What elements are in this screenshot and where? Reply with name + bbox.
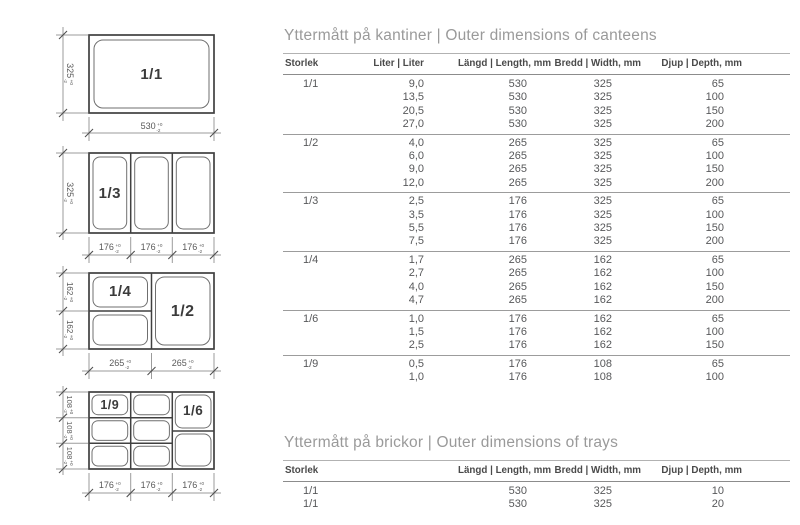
depth-cell: 150 bbox=[705, 280, 724, 293]
length-cell: 176 bbox=[508, 208, 527, 221]
size-cell: 1/2 bbox=[283, 134, 373, 150]
spacer-cell bbox=[742, 355, 790, 371]
table-row bbox=[283, 134, 790, 150]
depth-cell: 65 bbox=[641, 193, 742, 209]
size-label: 1/3 bbox=[98, 185, 121, 202]
spacer-cell bbox=[742, 326, 790, 339]
depth-cell: 100 bbox=[705, 371, 724, 384]
size-cell bbox=[283, 339, 373, 355]
size-cell: 1/3 bbox=[283, 193, 373, 209]
table-row bbox=[283, 91, 790, 104]
width-cell: 325 bbox=[593, 91, 612, 104]
size-cell: 1/1 bbox=[303, 484, 319, 497]
size-cell bbox=[283, 371, 373, 386]
size-cell bbox=[283, 267, 373, 280]
width-cell: 162 bbox=[593, 280, 612, 293]
width-dimension: 530 $^{+0}$ -2 bbox=[140, 121, 163, 133]
height-dimension: $162^{+0}-2$ bbox=[63, 281, 74, 303]
spacer-cell bbox=[742, 371, 790, 386]
depth-cell: 150 bbox=[705, 163, 724, 176]
depth-cell: 150 bbox=[705, 104, 724, 117]
spacer-cell bbox=[742, 134, 790, 150]
width-cell: 325 bbox=[593, 497, 612, 510]
table-row bbox=[283, 209, 790, 222]
length-cell: 530 bbox=[508, 497, 527, 510]
spacer-cell bbox=[742, 339, 790, 355]
depth-cell: 100 bbox=[705, 91, 724, 104]
table-row bbox=[283, 355, 790, 371]
depth-cell: 200 bbox=[705, 176, 724, 189]
table-row bbox=[283, 118, 790, 134]
depth-cell: 10 bbox=[711, 484, 724, 497]
trays-table bbox=[283, 460, 790, 512]
width-cell: 325 bbox=[593, 118, 612, 131]
size-cell bbox=[283, 118, 373, 134]
size-cell bbox=[283, 91, 373, 104]
depth-cell: 20 bbox=[711, 497, 724, 510]
pan-outline bbox=[134, 446, 170, 466]
length-cell: 176 bbox=[458, 310, 542, 326]
height-dimension: $162^{+0}-2$ bbox=[63, 319, 74, 341]
size-cell bbox=[283, 294, 373, 310]
liter-cell: 27,0 bbox=[402, 118, 424, 131]
canteens-tbody bbox=[283, 75, 790, 387]
length-cell: 265 bbox=[508, 163, 527, 176]
liter-cell: 3,5 bbox=[408, 208, 424, 221]
depth-cell: 100 bbox=[705, 208, 724, 221]
length-cell: 176 bbox=[508, 371, 527, 384]
depth-cell: 150 bbox=[705, 222, 724, 235]
width-cell: 325 bbox=[593, 208, 612, 221]
liter-cell: 7,5 bbox=[408, 235, 424, 248]
length-cell: 265 bbox=[508, 150, 527, 163]
table-row bbox=[283, 310, 790, 326]
pan-outline bbox=[93, 315, 148, 345]
spacer-cell bbox=[742, 267, 790, 280]
length-cell: 176 bbox=[458, 355, 542, 371]
spacer-cell bbox=[742, 222, 790, 235]
width-cell: 162 bbox=[542, 251, 641, 267]
spacer-cell bbox=[742, 310, 790, 326]
width-dimension: 265 $^{+0}$ -2 bbox=[109, 358, 132, 370]
length-cell: 176 bbox=[508, 235, 527, 248]
width-cell: 325 bbox=[542, 134, 641, 150]
liter-cell: 1,5 bbox=[408, 325, 424, 338]
length-cell: 530 bbox=[508, 104, 527, 117]
depth-cell: 100 bbox=[705, 267, 724, 280]
spacer-cell bbox=[742, 481, 790, 498]
header-spacer bbox=[742, 54, 790, 75]
width-cell: 162 bbox=[593, 267, 612, 280]
liter-cell: 0,5 bbox=[373, 355, 458, 371]
size-cell bbox=[283, 150, 373, 163]
width-dimension: 176 $^{+0}$ -2 bbox=[140, 242, 163, 254]
table-row bbox=[283, 339, 790, 355]
size-cell: 1/1 bbox=[303, 78, 319, 90]
table-row bbox=[283, 75, 790, 92]
size-cell bbox=[283, 209, 373, 222]
table-row bbox=[283, 193, 790, 209]
table-row bbox=[283, 251, 790, 267]
pan-outline bbox=[134, 421, 170, 441]
header-liter: Liter | Liter bbox=[373, 54, 458, 75]
liter-cell: 1,7 bbox=[373, 251, 458, 267]
table-row bbox=[283, 498, 790, 511]
depth-cell: 65 bbox=[641, 134, 742, 150]
width-dimension: 176 $^{+0}$ -2 bbox=[182, 242, 205, 254]
pan-outline bbox=[92, 446, 128, 466]
width-cell: 162 bbox=[542, 310, 641, 326]
spacer-cell bbox=[742, 251, 790, 267]
length-cell: 530 bbox=[508, 118, 527, 131]
table-row bbox=[283, 267, 790, 280]
liter-cell: 2,5 bbox=[408, 339, 424, 352]
depth-cell: 100 bbox=[705, 150, 724, 163]
length-cell: 176 bbox=[508, 339, 527, 352]
table-row bbox=[283, 294, 790, 310]
length-cell: 176 bbox=[458, 193, 542, 209]
drawing-gn-1-4-1-2 bbox=[40, 266, 235, 386]
width-cell: 108 bbox=[593, 371, 612, 384]
depth-cell: 65 bbox=[641, 251, 742, 267]
spacer-cell bbox=[742, 91, 790, 104]
liter-cell: 9,0 bbox=[408, 163, 424, 176]
size-cell: 1/1 bbox=[303, 497, 319, 510]
depth-cell: 65 bbox=[711, 78, 724, 90]
liter-cell bbox=[373, 481, 458, 498]
length-cell: 530 bbox=[508, 91, 527, 104]
height-dimension: $108^{+0}-2$ bbox=[63, 421, 74, 440]
trays-section-title: Yttermått på brickor | Outer dimensions of trays bbox=[284, 433, 619, 451]
pan-outline bbox=[175, 434, 211, 466]
liter-cell bbox=[373, 498, 458, 511]
table-row bbox=[283, 371, 790, 386]
table-row bbox=[283, 150, 790, 163]
spacer-cell bbox=[742, 177, 790, 193]
spacer-cell bbox=[742, 498, 790, 511]
header-storlek: Storlek bbox=[283, 460, 373, 481]
header-langd: Längd | Length, mm bbox=[458, 460, 542, 481]
liter-cell: 1,0 bbox=[408, 371, 424, 384]
size-cell bbox=[283, 235, 373, 251]
depth-cell: 200 bbox=[705, 118, 724, 131]
width-cell: 325 bbox=[593, 484, 612, 497]
liter-cell: 4,0 bbox=[408, 280, 424, 293]
liter-cell: 4,0 bbox=[373, 134, 458, 150]
table-row bbox=[283, 481, 790, 498]
spacer-cell bbox=[742, 163, 790, 176]
liter-cell: 20,5 bbox=[402, 104, 424, 117]
spacer-cell bbox=[742, 294, 790, 310]
size-label: 1/4 bbox=[109, 283, 132, 300]
pan-outline bbox=[135, 157, 169, 229]
canteens-table bbox=[283, 53, 790, 387]
trays-header-row bbox=[283, 460, 790, 481]
width-cell: 325 bbox=[542, 193, 641, 209]
length-cell: 265 bbox=[508, 267, 527, 280]
height-dimension: $108^{+0}-2$ bbox=[63, 446, 74, 466]
width-dimension: 176 $^{+0}$ -2 bbox=[140, 480, 163, 492]
size-label: 1/9 bbox=[100, 398, 120, 412]
height-dimension: $325^{+0}-2$ bbox=[63, 63, 75, 85]
drawing-gn-1-9-1-6 bbox=[40, 386, 235, 517]
width-cell: 325 bbox=[593, 235, 612, 248]
width-cell: 325 bbox=[593, 104, 612, 117]
length-cell: 176 bbox=[508, 325, 527, 338]
liter-cell: 4,7 bbox=[408, 294, 424, 307]
depth-cell: 200 bbox=[705, 235, 724, 248]
width-cell: 325 bbox=[593, 222, 612, 235]
length-cell: 265 bbox=[458, 251, 542, 267]
depth-cell: 100 bbox=[705, 325, 724, 338]
header-bredd: Bredd | Width, mm bbox=[542, 54, 641, 75]
depth-cell: 65 bbox=[641, 355, 742, 371]
pan-outline bbox=[176, 157, 210, 229]
depth-cell: 65 bbox=[641, 310, 742, 326]
table-row bbox=[283, 163, 790, 176]
table-row bbox=[283, 281, 790, 294]
drawing-gn-1-1 bbox=[40, 18, 235, 150]
size-cell: 1/9 bbox=[283, 355, 373, 371]
table-row bbox=[283, 222, 790, 235]
height-dimension: $325^{+0}-2$ bbox=[63, 182, 75, 204]
size-cell: 1/6 bbox=[283, 310, 373, 326]
width-cell: 325 bbox=[593, 176, 612, 189]
width-cell: 325 bbox=[593, 150, 612, 163]
length-cell: 530 bbox=[508, 78, 527, 90]
table-row bbox=[283, 105, 790, 118]
spacer-cell bbox=[742, 118, 790, 134]
liter-cell: 2,7 bbox=[408, 267, 424, 280]
trays-tbody bbox=[283, 481, 790, 511]
width-cell: 108 bbox=[542, 355, 641, 371]
size-label: 1/6 bbox=[183, 403, 204, 418]
size-cell: 1/4 bbox=[283, 251, 373, 267]
spacer-cell bbox=[742, 193, 790, 209]
width-cell: 325 bbox=[593, 163, 612, 176]
width-cell: 162 bbox=[593, 294, 612, 307]
table-row bbox=[283, 177, 790, 193]
header-spacer bbox=[742, 460, 790, 481]
width-dimension: 176 $^{+0}$ -2 bbox=[98, 242, 121, 254]
length-cell: 265 bbox=[508, 176, 527, 189]
width-dimension: 176 $^{+0}$ -2 bbox=[182, 480, 205, 492]
liter-cell: 9,0 bbox=[408, 78, 424, 90]
spacer-cell bbox=[742, 281, 790, 294]
header-djup: Djup | Depth, mm bbox=[641, 54, 742, 75]
drawing-gn-1-3 bbox=[40, 146, 235, 270]
size-cell bbox=[283, 222, 373, 235]
size-cell bbox=[283, 281, 373, 294]
liter-cell: 12,0 bbox=[402, 176, 424, 189]
depth-cell: 150 bbox=[705, 339, 724, 352]
pan-outline bbox=[92, 421, 128, 441]
length-cell: 265 bbox=[508, 294, 527, 307]
size-label: 1/1 bbox=[140, 66, 163, 83]
width-dimension: 265 $^{+0}$ -2 bbox=[171, 358, 194, 370]
width-dimension: 176 $^{+0}$ -2 bbox=[98, 480, 121, 492]
tables-pane bbox=[283, 27, 790, 511]
size-cell bbox=[283, 177, 373, 193]
liter-cell: 2,5 bbox=[373, 193, 458, 209]
depth-cell: 200 bbox=[705, 294, 724, 307]
length-cell: 265 bbox=[508, 280, 527, 293]
header-djup: Djup | Depth, mm bbox=[641, 460, 742, 481]
size-cell bbox=[283, 326, 373, 339]
height-dimension: $108^{+0}-2$ bbox=[63, 395, 74, 415]
header-storlek: Storlek bbox=[283, 54, 373, 75]
header-langd: Längd | Length, mm bbox=[458, 54, 542, 75]
length-cell: 265 bbox=[458, 134, 542, 150]
table-row bbox=[283, 235, 790, 251]
spacer-cell bbox=[742, 150, 790, 163]
width-cell: 325 bbox=[593, 78, 612, 90]
length-cell: 530 bbox=[508, 484, 527, 497]
liter-cell: 5,5 bbox=[408, 222, 424, 235]
size-label: 1/2 bbox=[170, 303, 195, 320]
liter-cell: 6,0 bbox=[408, 150, 424, 163]
canteens-header-row bbox=[283, 54, 790, 75]
length-cell: 176 bbox=[508, 222, 527, 235]
width-cell: 162 bbox=[593, 339, 612, 352]
spacer-cell bbox=[742, 75, 790, 92]
spacer-cell bbox=[742, 105, 790, 118]
header-bredd: Bredd | Width, mm bbox=[542, 460, 641, 481]
size-cell bbox=[283, 163, 373, 176]
liter-cell: 1,0 bbox=[373, 310, 458, 326]
header-empty bbox=[373, 460, 458, 481]
width-cell: 162 bbox=[593, 325, 612, 338]
canteens-section-title: Yttermått på kantiner | Outer dimensions of canteens bbox=[284, 27, 657, 44]
spacer-cell bbox=[742, 235, 790, 251]
size-cell bbox=[283, 105, 373, 118]
pan-outline bbox=[134, 395, 170, 415]
spacer-cell bbox=[742, 209, 790, 222]
table-row bbox=[283, 326, 790, 339]
liter-cell: 13,5 bbox=[402, 91, 424, 104]
